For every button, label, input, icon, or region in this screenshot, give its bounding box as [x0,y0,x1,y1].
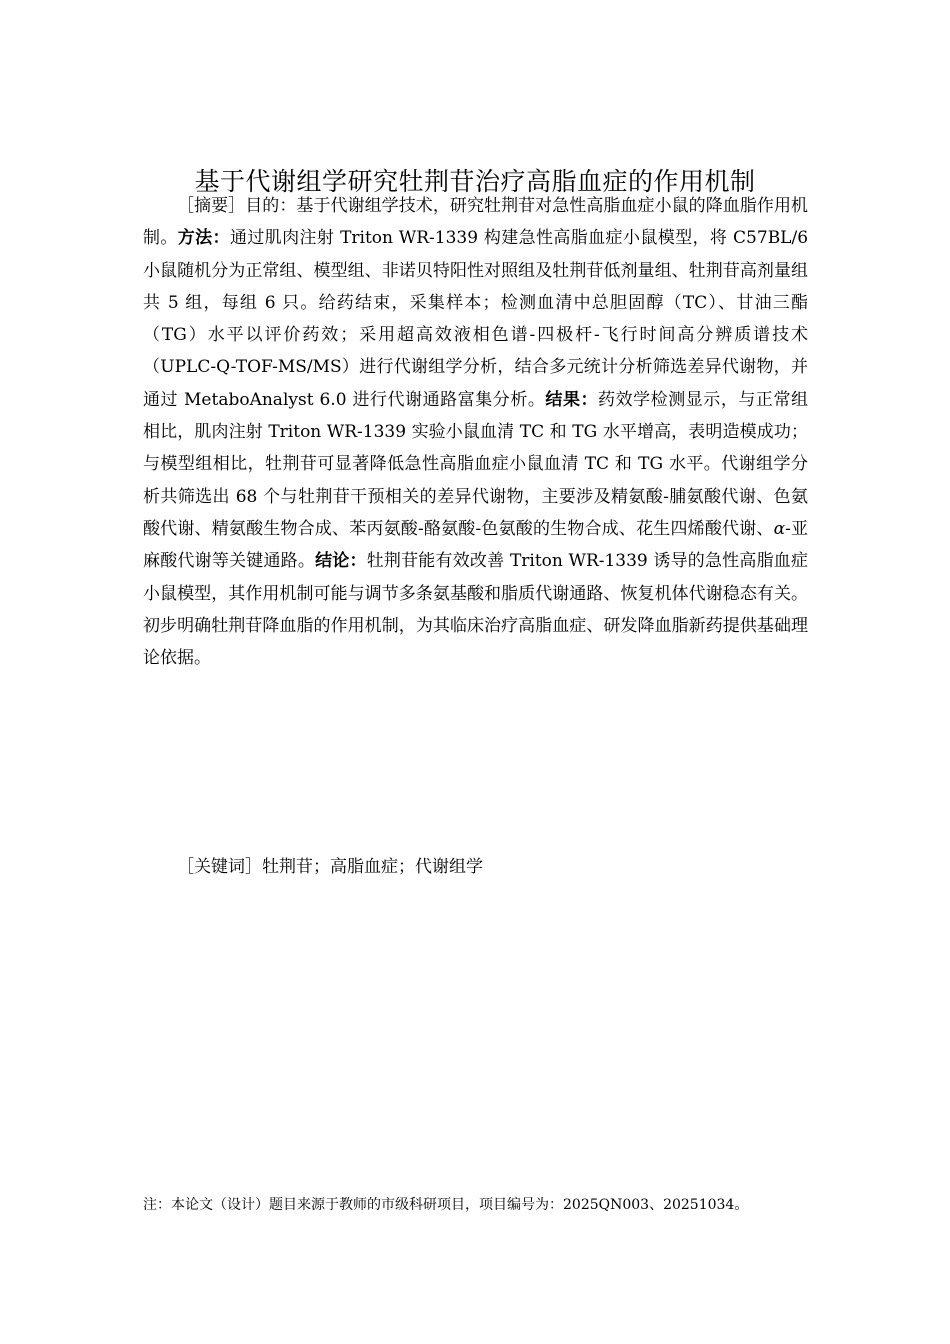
keywords-label: ［关键词］ [177,857,262,877]
page-title: 基于代谢组学研究牡荆苷治疗高脂血症的作用机制 [194,166,756,196]
keywords [143,851,808,883]
conclusion-label: 结论： [315,551,367,572]
alpha-symbol: α [773,518,786,539]
results-text: 药效学检测显示，与正常组相比，肌肉注射 Triton WR-1339 实验小鼠血清 TC 和 TG 水平增高，表明造模成功；与模型组相比，牡荆苷可显著降低急性高脂血症小鼠血清 TC 和 TG 水平。代谢组学分析共筛选出 68 个与牡荆苷干预相关的差异代谢物，主要涉及精氨酸-脯氨酸代谢、色氨酸代谢、精氨酸生物合成、苯丙氨酸-酪氨酸-色氨酸的生物合成、花生四烯酸代谢、 [143,389,808,539]
methods-label: 方法： [177,228,230,249]
abstract-label: ［摘要］ [177,196,246,216]
results-text-end: -亚麻酸代谢等关键通路。 [143,518,808,572]
keywords-text: 牡荆苷；高脂血症；代谢组学 [262,857,483,877]
objective-text: 基于代谢组学技术，研究牡荆苷对急性高脂血症小鼠的降血脂作用机制。 [143,196,809,249]
objective-label: 目的： [245,196,297,216]
results-label: 结果： [545,389,599,410]
methods-text: 通过肌肉注射 Triton WR-1339 构建急性高脂血症小鼠模型，将 C57BL/6 小鼠随机分为正常组、模型组、非诺贝特阳性对照组及牡荆苷低剂量组、牡荆苷高剂量组共 5 组，每组 6 只。给药结束，采集样本；检测血清中总胆固醇（TC）、甘油三酯（TG）水平以评价药效；采用超高效液相色谱-四极杆-飞行时间高分辨质谱技术（UPLC-Q-TOF-MS/MS）进行代谢组学分析，结合多元统计分析筛选差异代谢物，并通过 MetaboAnalyst 6.0 进行代谢通路富集分析。 [143,228,809,410]
conclusion-text: 牡荆苷能有效改善 Triton WR-1339 诱导的急性高脂血症小鼠模型，其作用机制可能与调节多条氨基酸和脂质代谢通路、恢复机体代谢稳态有关。初步明确牡荆苷降血脂的作用机制，为其临床治疗高脂血症、研发降血脂新药提供基础理论依据。 [143,551,809,669]
footnote: 注：本论文（设计）题目来源于教师的市级科研项目，项目编号为：2025QN003、20251034。 [143,1197,749,1213]
abstract [143,190,808,674]
